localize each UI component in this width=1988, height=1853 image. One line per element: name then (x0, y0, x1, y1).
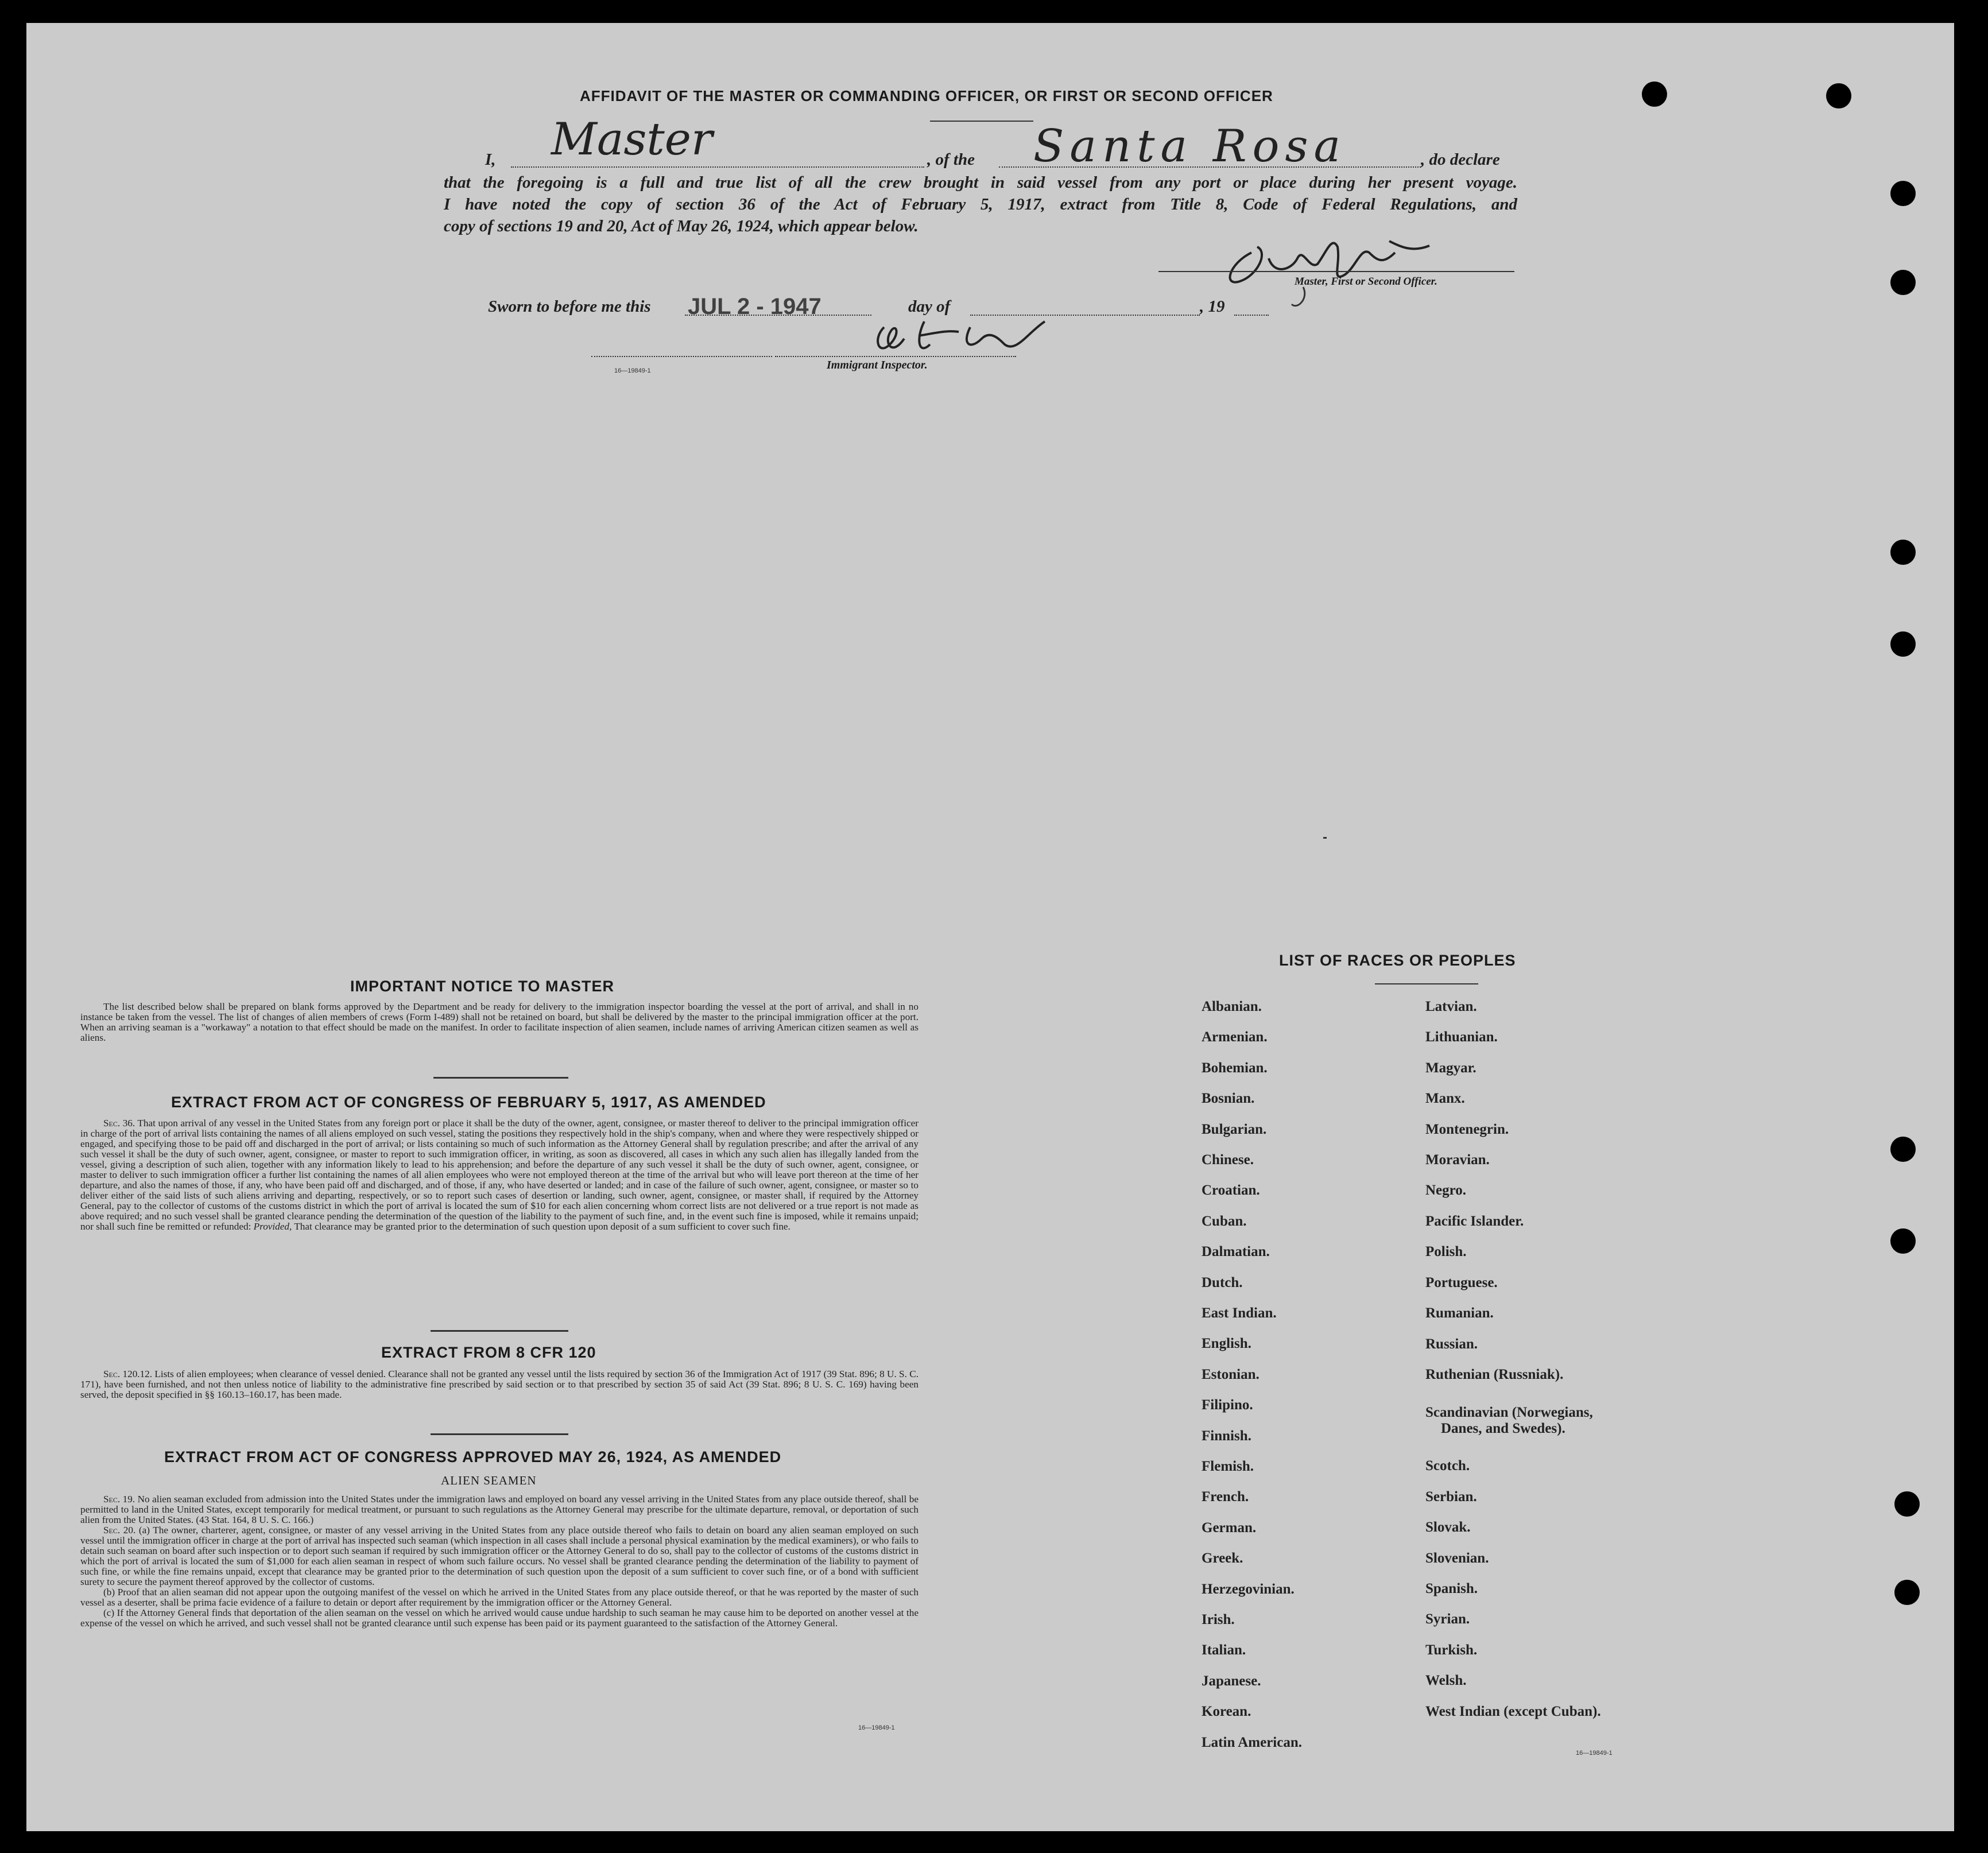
race-item: Finnish. (1202, 1428, 1251, 1444)
extract-cfr-body: Sec. 120.12. Lists of alien employees; when clearance of vessel denied. Clearance shall not be granted any vessel until the lists required by section 36 of the Immigration Act of 1917 (39 Stat. 896; 8 U. S. C. 171), have been furnished, and not then unless notice of liability to the administrative fine prescribed by said section or to that prescribed by section 35 of said Act (39 Stat. 896; 8 U. S. C. 169) having been served, the deposit specified in §§ 160.13–160.17, has been made. (80, 1369, 919, 1400)
notice-rule (433, 1077, 568, 1079)
race-item: Polish. (1425, 1244, 1467, 1259)
race-item: Irish. (1202, 1612, 1235, 1627)
punch-hole (1894, 1491, 1920, 1517)
race-item: Filipino. (1202, 1397, 1253, 1413)
extract-form-number: 16—19849-1 (858, 1724, 895, 1731)
race-item: East Indian. (1202, 1305, 1277, 1321)
race-item: French. (1202, 1489, 1249, 1505)
year-fill-line (1234, 315, 1269, 316)
affidavit-of-the: , of the (927, 150, 975, 169)
race-item: Flemish. (1202, 1459, 1254, 1474)
title-rule (930, 121, 1033, 122)
race-item: Pacific Islander. (1425, 1214, 1524, 1229)
race-item: Cuban. (1202, 1213, 1247, 1229)
punch-hole (1890, 1137, 1916, 1162)
race-item: Albanian. (1202, 999, 1262, 1014)
sec-20-label: Sec. 20. (103, 1525, 136, 1536)
race-item: Ruthenian (Russniak). (1425, 1367, 1564, 1382)
race-item: Rumanian. (1425, 1305, 1494, 1321)
race-item: Latvian. (1425, 999, 1477, 1014)
race-item: Danes, and Swedes). (1441, 1421, 1565, 1436)
extract-1924-body: Sec. 19. No alien seaman excluded from admission into the United States under the immigration laws and employed on board any vessel arriving in the United States from any place outside thereof, shall be permitted to land in the United States, except temporarily for medical treatment, or pursuant to such regulations as the Attorney General may prescribe for the ultimate departure, removal, or deportation of such alien from the United States. (43 Stat. 164, 8 U. S. C. 166.) Sec. 20. (a) The owner, charterer, agent, consignee, or master of any vessel arriving in the United States from any place outside thereof who fails to detain on board any alien seaman employed on such vessel until the immigration officer in charge at the port of arrival has inspected such seaman (which inspection in all cases shall include a personal physical examination by the medical examiners), or who fails to detain such seaman on board after such inspection or to deport such seaman if required by such immigration officer or the Attorney General to do so, shall pay to the collector of customs of the customs district in which the port of arrival is located the sum of $1,000 for each alien seaman in respect of whom such failure occurs. No vessel shall be granted clearance pending the determination of the liability to payment of such fine, or while the fine remains unpaid, except that clearance may be granted prior to the determination of such question upon the deposit of a sum sufficient to cover such fine, or of a bond with sufficient surety to secure the payment thereof approved by the collector of customs. (b) Proof that an alien seaman did not appear upon the outgoing manifest of the vessel on which he arrived in the United States from any place outside thereof, or that he was reported by the master of such vessel as a deserter, shall be prima facie evidence of a failure to detain or deport after requirement by the immigration officer or the Attorney General. (c) If the Attorney General finds that deportation of the alien seaman on the vessel on which he arrived would cause undue hardship to such seaman he may cause him to be deported on another vessel at the expense of the vessel on which he arrived, and such vessel shall not be granted clearance until such expense has been paid or its payment guaranteed to the satisfaction of the Attorney General. (80, 1494, 919, 1629)
affidavit-line-3: I have noted the copy of section 36 of the Act of February 5, 1917, extract from Title 8, Code of Federal Regulations, and (444, 195, 1517, 214)
race-item: Korean. (1202, 1704, 1251, 1720)
affidavit-line-2: that the foregoing is a full and true list of all the crew brought in said vessel from any port or place during her present voyage. (444, 173, 1517, 192)
speck (1323, 837, 1327, 839)
affidavit-do-declare: , do declare (1421, 150, 1500, 169)
race-item: German. (1202, 1519, 1257, 1536)
vessel-handwriting: Santa Rosa (1033, 121, 1347, 172)
race-item: Japanese. (1202, 1673, 1261, 1689)
extract-1917-body: Sec. 36. That upon arrival of any vessel in the United States from any foreign port or place it shall be the duty of the owner, agent, consignee, or master thereof to deliver to the principal immigration officer in charge of the port of arrival lists containing the names of all aliens employed on such vessel, stating the positions they respectively hold in the ship's company, when and where they were respectively shipped or engaged, and specifying those to be paid off and discharged in the port of arrival; or lists containing so much of such information as the Attorney General shall by regulation prescribe; and after the arrival of any such vessel it shall be the duty of such owner, agent, consignee, or master to report to such immigration officer, in writing, as soon as discovered, all cases in which any such alien has illegally landed from the vessel, giving a description of such alien, together with any information likely to lead to his apprehension; and before the departure of any such vessel it shall be the duty of such owner, agent, consignee, or master to deliver to such immigration officer a further list containing the names of all alien employees who were not employed thereon at the time of the arrival but who will leave port thereon at the time of her departure, and also the names of those, if any, who have been paid off and discharged, and of those, if any, who have deserted or landed; and in case of the failure of such owner, agent, consignee, or master so to deliver either of the said lists of such aliens arriving and departing, respectively, or so to report such cases of desertion or landing, such owner, agent, consignee, or master shall, if required by the Attorney General, pay to the collector of customs of the customs district in which the port of arrival is located the sum of $10 for each alien concerning whom correct lists are not delivered or a true report is not made as above required; and no such vessel shall be granted clearance pending the determination of the question of the liability to the payment of such fine, and, in the event such fine is imposed, while it remains unpaid; nor shall such fine be remitted or refunded: Provided, That clearance may be granted prior to the determination of such question upon deposit of a sum sufficient to cover such fine. (80, 1118, 919, 1232)
notice-title: IMPORTANT NOTICE TO MASTER (350, 978, 614, 995)
race-item: Slovak. (1425, 1519, 1471, 1535)
race-item: Lithuanian. (1425, 1029, 1498, 1045)
affidavit-form-number: 16—19849-1 (614, 367, 651, 374)
race-item: Slovenian. (1425, 1550, 1489, 1566)
race-item: Bohemian. (1202, 1060, 1268, 1076)
race-item: Dutch. (1202, 1274, 1243, 1290)
punch-hole (1890, 540, 1916, 565)
race-item: West Indian (except Cuban). (1425, 1704, 1601, 1719)
race-item: Estonian. (1202, 1366, 1260, 1382)
inspector-line-left (591, 356, 772, 357)
inspector-line-right (775, 356, 1016, 357)
affidavit-line-4: copy of sections 19 and 20, Act of May 26, 1924, which appear below. (444, 217, 919, 235)
race-item: Scotch. (1425, 1458, 1470, 1474)
punch-hole (1890, 631, 1916, 657)
race-item: Scandinavian (Norwegians, (1425, 1405, 1593, 1420)
punch-hole (1890, 1228, 1916, 1254)
race-item: Bosnian. (1202, 1091, 1255, 1107)
race-item: Croatian. (1202, 1183, 1260, 1199)
races-title: LIST OF RACES OR PEOPLES (1279, 952, 1516, 969)
punch-hole (1894, 1580, 1920, 1605)
race-item: Manx. (1425, 1091, 1465, 1106)
day-of-label: day of (908, 297, 951, 316)
race-item: English. (1202, 1336, 1251, 1352)
race-item: Dalmatian. (1202, 1244, 1270, 1260)
race-item: Magyar. (1425, 1060, 1477, 1076)
races-rule (1375, 983, 1478, 984)
sec-19-label: Sec. 19. (103, 1494, 135, 1505)
race-item: Spanish. (1425, 1581, 1478, 1596)
race-item: Negro. (1425, 1183, 1467, 1198)
sworn-label: Sworn to before me this (488, 297, 651, 316)
race-item: Turkish. (1425, 1642, 1478, 1658)
punch-hole (1642, 82, 1667, 107)
race-item: Bulgarian. (1202, 1121, 1267, 1137)
master-fill-line (511, 166, 924, 168)
race-item: Serbian. (1425, 1489, 1477, 1505)
race-item: Moravian. (1425, 1152, 1490, 1168)
extract-1917-title: EXTRACT FROM ACT OF CONGRESS OF FEBRUARY 5, 1917, AS AMENDED (171, 1094, 766, 1111)
extract-cfr-title: EXTRACT FROM 8 CFR 120 (381, 1344, 596, 1361)
extract-1924-title: EXTRACT FROM ACT OF CONGRESS APPROVED MAY 26, 1924, AS AMENDED (164, 1448, 782, 1466)
race-item: Latin American. (1202, 1734, 1302, 1750)
races-form-number: 16—19849-1 (1576, 1750, 1613, 1757)
race-item: Chinese. (1202, 1152, 1254, 1168)
punch-hole (1826, 83, 1851, 108)
punch-hole (1890, 270, 1916, 295)
officer-signature (1217, 212, 1458, 316)
race-item: Greek. (1202, 1550, 1243, 1567)
nineteen-label: , 19 (1200, 297, 1225, 316)
race-item: Russian. (1425, 1336, 1478, 1352)
extract-cfr-rule (431, 1433, 568, 1435)
notice-body: The list described below shall be prepared on blank forms approved by the Department and be ready for delivery to the immigration inspector boarding the vessel at the port of arrival, and shall in no instance be taken from the vessel. The list of changes of alien members of crews (Form I-489) shall not be retained on board, but shall be delivered by the master to the principal immigration officer at the port. When an arriving seaman is a "workaway" a notation to that effect should be made on the manifest. In order to facilitate inspection of alien seamen, include names of arriving American citizen seamen as well as aliens. (80, 1001, 919, 1043)
sec-120-label: Sec. 120.12. (103, 1369, 153, 1379)
date-stamp: JUL 2 - 1947 (688, 294, 821, 319)
officer-signature-line (1158, 271, 1514, 272)
extract-1917-rule (431, 1330, 568, 1332)
master-handwriting: Master (551, 114, 713, 165)
race-item: Welsh. (1425, 1673, 1467, 1688)
punch-hole (1890, 181, 1916, 206)
sec-36-label: Sec. 36. (103, 1118, 135, 1129)
inspector-signature (861, 304, 1079, 367)
race-item: Portuguese. (1425, 1275, 1498, 1290)
alien-seamen-subtitle: ALIEN SEAMEN (441, 1474, 537, 1487)
race-item: Italian. (1202, 1642, 1246, 1658)
inspector-label: Immigrant Inspector. (827, 359, 928, 371)
race-item: Herzegovinian. (1202, 1581, 1295, 1597)
race-item: Syrian. (1425, 1611, 1470, 1627)
race-item: Montenegrin. (1425, 1122, 1509, 1137)
officer-signature-label: Master, First or Second Officer. (1295, 276, 1437, 288)
affidavit-i: I, (485, 150, 496, 169)
race-item: Armenian. (1202, 1029, 1268, 1045)
affidavit-title: AFFIDAVIT OF THE MASTER OR COMMANDING OFFICER, OR FIRST OR SECOND OFFICER (580, 87, 1273, 104)
